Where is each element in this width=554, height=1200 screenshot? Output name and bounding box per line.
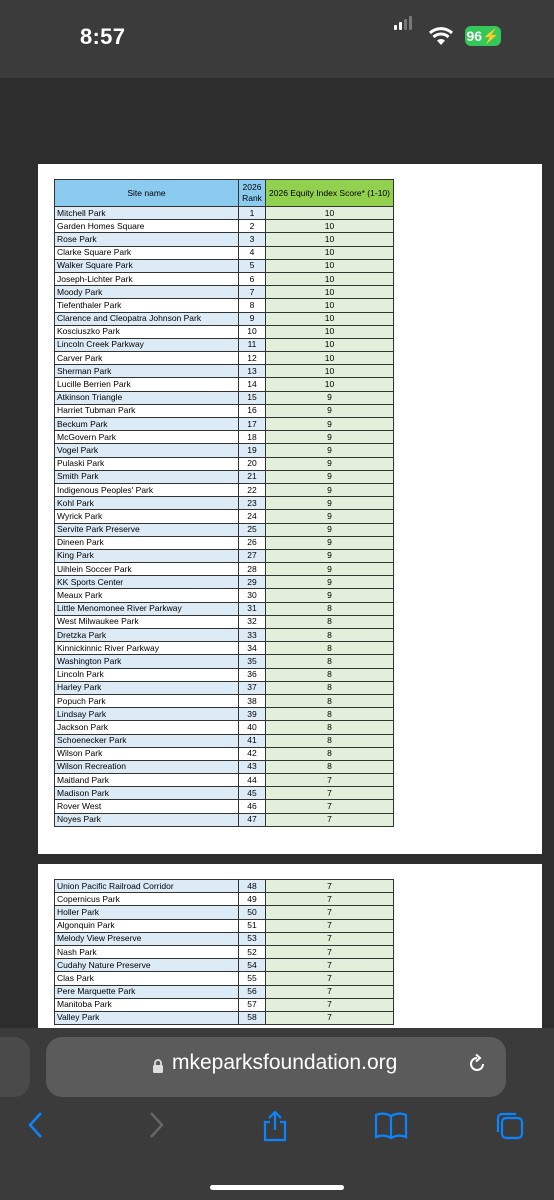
table-row <box>55 325 394 338</box>
score-cell: 9 <box>266 523 394 536</box>
rank-cell: 22 <box>239 483 266 496</box>
table-row <box>55 708 394 721</box>
site-name-cell: Holler Park <box>55 906 239 919</box>
table-row <box>55 734 394 747</box>
status-bar <box>0 0 554 78</box>
rank-cell: 27 <box>239 549 266 562</box>
site-name-cell: Schoenecker Park <box>55 734 239 747</box>
rank-cell: 39 <box>239 708 266 721</box>
table-row <box>55 972 394 985</box>
score-cell: 9 <box>266 431 394 444</box>
header-site-name: Site name <box>55 180 239 207</box>
rank-cell: 57 <box>239 998 266 1011</box>
table-row <box>55 694 394 707</box>
site-name-cell: Clarke Square Park <box>55 246 239 259</box>
score-cell: 10 <box>266 365 394 378</box>
rank-cell: 31 <box>239 602 266 615</box>
rank-cell: 29 <box>239 576 266 589</box>
rank-cell: 9 <box>239 312 266 325</box>
score-cell: 7 <box>266 800 394 813</box>
rank-cell: 45 <box>239 787 266 800</box>
score-cell: 8 <box>266 681 394 694</box>
rank-cell: 25 <box>239 523 266 536</box>
rank-cell: 43 <box>239 760 266 773</box>
table-row <box>55 246 394 259</box>
score-cell: 10 <box>266 259 394 272</box>
table-row <box>55 655 394 668</box>
battery-level: 96 <box>466 28 483 44</box>
table-row <box>55 444 394 457</box>
rank-cell: 10 <box>239 325 266 338</box>
site-name-cell: Garden Homes Square <box>55 220 239 233</box>
site-name-cell: Moody Park <box>55 286 239 299</box>
score-cell: 7 <box>266 774 394 787</box>
score-cell: 9 <box>266 483 394 496</box>
forward-icon[interactable] <box>146 1110 166 1147</box>
rank-cell: 46 <box>239 800 266 813</box>
rank-cell: 24 <box>239 510 266 523</box>
rank-cell: 17 <box>239 418 266 431</box>
table-row <box>55 813 394 826</box>
site-name-cell: Union Pacific Railroad Corridor <box>55 880 239 893</box>
browser-toolbar <box>0 1028 554 1200</box>
score-cell: 10 <box>266 220 394 233</box>
table-row <box>55 787 394 800</box>
score-cell: 9 <box>266 497 394 510</box>
table-row <box>55 418 394 431</box>
rank-cell: 8 <box>239 299 266 312</box>
score-cell: 7 <box>266 945 394 958</box>
table-row <box>55 774 394 787</box>
rank-cell: 58 <box>239 1011 266 1024</box>
site-name-cell: Clas Park <box>55 972 239 985</box>
rank-cell: 54 <box>239 959 266 972</box>
score-cell: 8 <box>266 629 394 642</box>
site-name-cell: Kohl Park <box>55 497 239 510</box>
score-cell: 9 <box>266 549 394 562</box>
rank-cell: 19 <box>239 444 266 457</box>
site-name-cell: Jackson Park <box>55 721 239 734</box>
rank-cell: 49 <box>239 893 266 906</box>
site-name-cell: Copernicus Park <box>55 893 239 906</box>
home-indicator <box>210 1185 344 1190</box>
site-name-cell: KK Sports Center <box>55 576 239 589</box>
score-cell: 7 <box>266 787 394 800</box>
score-cell: 7 <box>266 998 394 1011</box>
rank-cell: 13 <box>239 365 266 378</box>
equity-table-page-1 <box>54 179 394 827</box>
table-row <box>55 404 394 417</box>
site-name-cell: Maitland Park <box>55 774 239 787</box>
score-cell: 10 <box>266 207 394 220</box>
header-rank: 2026 Rank <box>239 180 266 207</box>
site-name-cell: Rose Park <box>55 233 239 246</box>
rank-cell: 52 <box>239 945 266 958</box>
url-text: mkeparksfoundation.org <box>172 1051 398 1074</box>
table-row <box>55 893 394 906</box>
score-cell: 8 <box>266 602 394 615</box>
site-name-cell: Servite Park Preserve <box>55 523 239 536</box>
table-row <box>55 563 394 576</box>
clock: 8:57 <box>80 24 126 49</box>
table-row <box>55 747 394 760</box>
site-name-cell: Carver Park <box>55 352 239 365</box>
rank-cell: 7 <box>239 286 266 299</box>
rank-cell: 44 <box>239 774 266 787</box>
score-cell: 8 <box>266 655 394 668</box>
site-name-cell: Sherman Park <box>55 365 239 378</box>
table-row <box>55 523 394 536</box>
rank-cell: 26 <box>239 536 266 549</box>
score-cell: 7 <box>266 932 394 945</box>
score-cell: 9 <box>266 536 394 549</box>
site-name-cell: Melody View Preserve <box>55 932 239 945</box>
reload-icon[interactable] <box>466 1053 488 1081</box>
rank-cell: 36 <box>239 668 266 681</box>
score-cell: 9 <box>266 391 394 404</box>
site-name-cell: Algonquin Park <box>55 919 239 932</box>
table-row <box>55 959 394 972</box>
site-name-cell: Wilson Recreation <box>55 760 239 773</box>
rank-cell: 42 <box>239 747 266 760</box>
wifi-icon <box>428 26 454 51</box>
battery-icon: 96⚡ <box>466 28 500 44</box>
rank-cell: 5 <box>239 259 266 272</box>
site-name-cell: Mitchell Park <box>55 207 239 220</box>
score-cell: 7 <box>266 959 394 972</box>
site-name-cell: Lincoln Creek Parkway <box>55 338 239 351</box>
rank-cell: 2 <box>239 220 266 233</box>
rank-cell: 14 <box>239 378 266 391</box>
table-row <box>55 760 394 773</box>
table-row <box>55 629 394 642</box>
score-cell: 8 <box>266 721 394 734</box>
site-name-cell: Madison Park <box>55 787 239 800</box>
table-row <box>55 299 394 312</box>
table-row <box>55 589 394 602</box>
table-row <box>55 549 394 562</box>
site-name-cell: Beckum Park <box>55 418 239 431</box>
table-row <box>55 220 394 233</box>
rank-cell: 15 <box>239 391 266 404</box>
document-viewer[interactable] <box>0 78 554 1028</box>
rank-cell: 41 <box>239 734 266 747</box>
site-name-cell: Rover West <box>55 800 239 813</box>
rank-cell: 21 <box>239 470 266 483</box>
table-row <box>55 483 394 496</box>
site-name-cell: Atkinson Triangle <box>55 391 239 404</box>
score-cell: 9 <box>266 418 394 431</box>
table-row <box>55 576 394 589</box>
site-name-cell: Wyrick Park <box>55 510 239 523</box>
rank-cell: 48 <box>239 880 266 893</box>
score-cell: 8 <box>266 734 394 747</box>
table-row <box>55 391 394 404</box>
rank-cell: 4 <box>239 246 266 259</box>
table-row <box>55 932 394 945</box>
site-name-cell: Noyes Park <box>55 813 239 826</box>
site-name-cell: Dineen Park <box>55 536 239 549</box>
table-row <box>55 286 394 299</box>
score-cell: 9 <box>266 404 394 417</box>
site-name-cell: Wilson Park <box>55 747 239 760</box>
rank-cell: 40 <box>239 721 266 734</box>
score-cell: 9 <box>266 510 394 523</box>
site-name-cell: Valley Park <box>55 1011 239 1024</box>
rank-cell: 6 <box>239 272 266 285</box>
site-name-cell: Tiefenthaler Park <box>55 299 239 312</box>
rank-cell: 30 <box>239 589 266 602</box>
site-name-cell: Cudahy Nature Preserve <box>55 959 239 972</box>
site-name-cell: Smith Park <box>55 470 239 483</box>
table-row <box>55 536 394 549</box>
score-cell: 7 <box>266 972 394 985</box>
rank-cell: 50 <box>239 906 266 919</box>
rank-cell: 28 <box>239 563 266 576</box>
table-row <box>55 615 394 628</box>
table-row <box>55 233 394 246</box>
rank-cell: 53 <box>239 932 266 945</box>
score-cell: 7 <box>266 893 394 906</box>
score-cell: 7 <box>266 985 394 998</box>
score-cell: 8 <box>266 615 394 628</box>
table-row <box>55 721 394 734</box>
site-name-cell: Pere Marquette Park <box>55 985 239 998</box>
score-cell: 9 <box>266 576 394 589</box>
document-page-1 <box>38 164 542 854</box>
score-cell: 9 <box>266 457 394 470</box>
score-cell: 8 <box>266 642 394 655</box>
rank-cell: 55 <box>239 972 266 985</box>
site-name-cell: Washington Park <box>55 655 239 668</box>
score-cell: 8 <box>266 708 394 721</box>
table-row <box>55 602 394 615</box>
site-name-cell: Harriet Tubman Park <box>55 404 239 417</box>
site-name-cell: Pulaski Park <box>55 457 239 470</box>
site-name-cell: Joseph-Lichter Park <box>55 272 239 285</box>
site-name-cell: Lincoln Park <box>55 668 239 681</box>
rank-cell: 3 <box>239 233 266 246</box>
site-name-cell: Vogel Park <box>55 444 239 457</box>
table-row <box>55 945 394 958</box>
tabs-icon[interactable] <box>494 1110 526 1149</box>
score-cell: 10 <box>266 233 394 246</box>
rank-cell: 33 <box>239 629 266 642</box>
rank-cell: 35 <box>239 655 266 668</box>
table-row <box>55 431 394 444</box>
table-row <box>55 365 394 378</box>
rank-cell: 11 <box>239 338 266 351</box>
bookmarks-icon[interactable] <box>374 1110 408 1147</box>
site-name-cell: Lucille Berrien Park <box>55 378 239 391</box>
table-row <box>55 1011 394 1024</box>
rank-cell: 16 <box>239 404 266 417</box>
site-name-cell: Manitoba Park <box>55 998 239 1011</box>
rank-cell: 51 <box>239 919 266 932</box>
site-name-cell: Lindsay Park <box>55 708 239 721</box>
score-cell: 10 <box>266 325 394 338</box>
score-cell: 7 <box>266 906 394 919</box>
score-cell: 7 <box>266 813 394 826</box>
table-row <box>55 681 394 694</box>
table-row <box>55 352 394 365</box>
score-cell: 10 <box>266 378 394 391</box>
site-name-cell: Dretzka Park <box>55 629 239 642</box>
rank-cell: 23 <box>239 497 266 510</box>
site-name-cell: Nash Park <box>55 945 239 958</box>
score-cell: 9 <box>266 563 394 576</box>
site-name-cell: Clarence and Cleopatra Johnson Park <box>55 312 239 325</box>
score-cell: 7 <box>266 880 394 893</box>
header-score: 2026 Equity Index Score* (1-10) <box>266 180 394 207</box>
score-cell: 10 <box>266 286 394 299</box>
table-row <box>55 668 394 681</box>
rank-cell: 47 <box>239 813 266 826</box>
site-name-cell: Little Menomonee River Parkway <box>55 602 239 615</box>
table-row <box>55 880 394 893</box>
score-cell: 10 <box>266 246 394 259</box>
table-row <box>55 272 394 285</box>
score-cell: 10 <box>266 299 394 312</box>
score-cell: 10 <box>266 272 394 285</box>
table-row <box>55 457 394 470</box>
table-row <box>55 906 394 919</box>
previous-tab-edge[interactable] <box>0 1037 30 1097</box>
back-icon[interactable] <box>26 1110 46 1147</box>
site-name-cell: Uihlein Soccer Park <box>55 563 239 576</box>
table-row <box>55 207 394 220</box>
rank-cell: 1 <box>239 207 266 220</box>
score-cell: 10 <box>266 338 394 351</box>
address-bar[interactable] <box>46 1037 506 1097</box>
score-cell: 7 <box>266 919 394 932</box>
site-name-cell: King Park <box>55 549 239 562</box>
equity-table-page-2 <box>54 879 394 1025</box>
site-name-cell: Harley Park <box>55 681 239 694</box>
table-row <box>55 998 394 1011</box>
score-cell: 9 <box>266 589 394 602</box>
site-name-cell: Kosciuszko Park <box>55 325 239 338</box>
rank-cell: 38 <box>239 694 266 707</box>
score-cell: 10 <box>266 352 394 365</box>
table-row <box>55 378 394 391</box>
table-row <box>55 338 394 351</box>
site-name-cell: Indigenous Peoples' Park <box>55 483 239 496</box>
rank-cell: 20 <box>239 457 266 470</box>
share-icon[interactable] <box>260 1110 290 1149</box>
table-row <box>55 259 394 272</box>
table-row <box>55 800 394 813</box>
table-row <box>55 470 394 483</box>
rank-cell: 34 <box>239 642 266 655</box>
score-cell: 8 <box>266 760 394 773</box>
score-cell: 7 <box>266 1011 394 1024</box>
site-name-cell: McGovern Park <box>55 431 239 444</box>
score-cell: 9 <box>266 444 394 457</box>
site-name-cell: Popuch Park <box>55 694 239 707</box>
table-row <box>55 510 394 523</box>
rank-cell: 32 <box>239 615 266 628</box>
table-row <box>55 985 394 998</box>
site-name-cell: Kinnickinnic River Parkway <box>55 642 239 655</box>
table-row <box>55 312 394 325</box>
score-cell: 9 <box>266 470 394 483</box>
site-name-cell: Walker Square Park <box>55 259 239 272</box>
site-name-cell: West Milwaukee Park <box>55 615 239 628</box>
rank-cell: 12 <box>239 352 266 365</box>
lock-icon <box>152 1059 164 1079</box>
rank-cell: 18 <box>239 431 266 444</box>
rank-cell: 56 <box>239 985 266 998</box>
site-name-cell: Meaux Park <box>55 589 239 602</box>
score-cell: 8 <box>266 747 394 760</box>
table-row <box>55 642 394 655</box>
score-cell: 8 <box>266 668 394 681</box>
score-cell: 10 <box>266 312 394 325</box>
table-row <box>55 919 394 932</box>
table-row <box>55 497 394 510</box>
rank-cell: 37 <box>239 681 266 694</box>
score-cell: 8 <box>266 694 394 707</box>
